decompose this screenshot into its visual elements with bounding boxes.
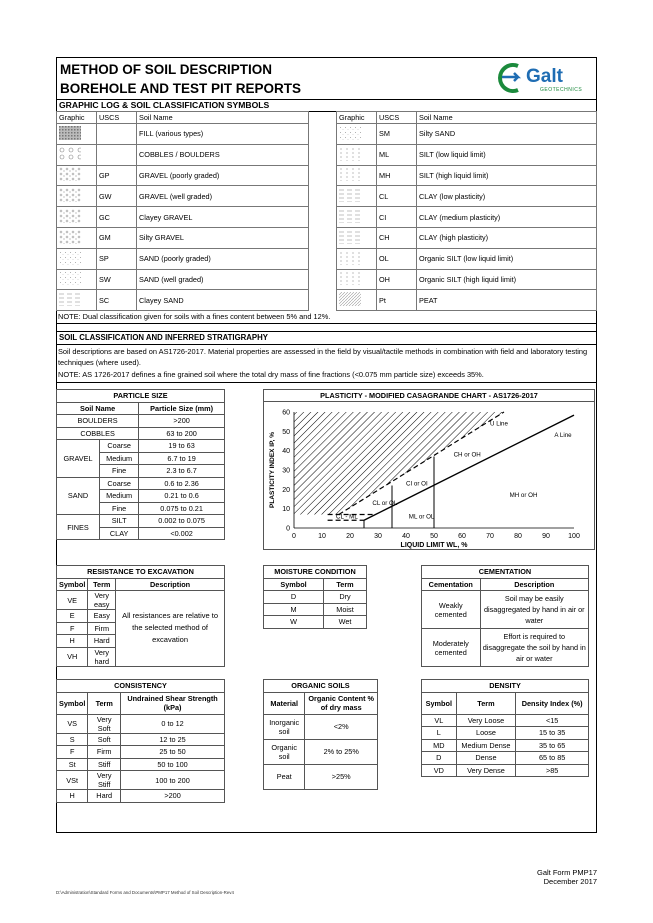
soil-name: CLAY (low plasticity) [417,186,597,207]
plasticity-chart [263,389,595,550]
symbol-row [337,227,597,248]
soil-name: Organic SILT (high liquid limit) [417,269,597,290]
file-path: D:\Administration\Standard Forms and Documents\PMP17 Method of Soil Description-Rev4 [56,890,234,895]
symbol-row [337,269,597,290]
uscs-code: OL [377,248,417,269]
chart-svg [264,402,594,549]
symbol-row [337,124,597,145]
header-graphic: Graphic [57,112,97,124]
uscs-code [97,124,137,145]
header-uscs: USCS [377,112,417,124]
uscs-code: OH [377,269,417,290]
divider [56,331,597,332]
uscs-code: CH [377,227,417,248]
x-tick-label: 80 [514,533,522,540]
divider [56,382,597,383]
organic-soils-table: ORGANIC SOILS Material Organic Content % of dry mass Inorganic soil <2% Organic soil 2% to 25% Peat >25% [263,679,378,790]
symbol-row [57,290,309,311]
zone-label: CL or OL [372,499,398,507]
soil-graphic [57,290,97,311]
zone-label: MH or OH [509,492,538,500]
symbol-row [57,124,309,145]
fine-grained-note: NOTE: AS 1726-2017 defines a fine grained soil where the total dry mass of fine fractions (<0.075 mm particle size) exceeds 35%. [58,370,484,379]
x-tick-label: 40 [402,533,410,540]
uscs-code: GC [97,207,137,228]
zone-label: CI or OI [406,480,428,488]
symbol-row [57,186,309,207]
soil-name: CLAY (high plasticity) [417,227,597,248]
silt-pattern-icon [339,251,361,265]
symbol-row [337,248,597,269]
x-tick-label: 30 [374,533,382,540]
soil-name: PEAT [417,290,597,311]
uscs-code: SP [97,248,137,269]
y-tick-label: 50 [282,428,290,436]
soil-name: Organic SILT (low liquid limit) [417,248,597,269]
galt-logo: Galt GEOTECHNICS [492,60,592,96]
soil-name: Clayey GRAVEL [137,207,309,228]
zone-label: A Line [554,432,572,440]
uscs-code [97,144,137,165]
x-tick-label: 60 [458,533,466,540]
uscs-code: SM [377,124,417,145]
symbol-row [57,248,309,269]
soil-graphic [337,186,377,207]
consistency-table: CONSISTENCY Symbol Term Undrained Shear Strength (kPa) VS Very Soft 0 to 12 S Soft 12 to 25 F Firm 25 to 50 St Stiff 50 to 100 VSt Very Stiff 100 to 200 H Hard >200 [56,679,225,803]
dual-classification-note: NOTE: Dual classification given for soils with a fines content between 5% and 12%. [58,312,331,321]
clay-pattern-icon [339,209,361,223]
y-tick-label: 10 [282,506,290,514]
clay-pattern-icon [339,188,361,202]
gravel-pattern-icon [59,167,81,181]
x-axis-title: LIQUID LIMIT WL, % [400,542,468,549]
soil-graphic [57,207,97,228]
gravel-pattern-icon [59,188,81,202]
soil-graphic [57,165,97,186]
soil-graphic [337,248,377,269]
soil-graphic [337,165,377,186]
density-table: DENSITY Symbol Term Density Index (%) VL Very Loose <15 L Loose 15 to 35 MD Medium Dense 35 to 65 D Dense 65 to 85 VD Very Dense >85 [421,679,589,777]
header-soil-name: Soil Name [137,112,309,124]
silt-pattern-icon [339,271,361,285]
uscs-code: ML [377,144,417,165]
soil-graphic [337,207,377,228]
soil-graphic [57,269,97,290]
symbols-table-left [56,111,309,311]
soil-graphic [337,144,377,165]
symbol-row [57,227,309,248]
header-graphic: Graphic [337,112,377,124]
silt-pattern-icon [339,167,361,181]
soil-name: FILL (various types) [137,124,309,145]
zone-label: ML or OL [408,513,435,521]
soil-name: SILT (low liquid limit) [417,144,597,165]
soil-name: Silty SAND [417,124,597,145]
soil-name: Clayey SAND [137,290,309,311]
symbol-row [57,207,309,228]
symbol-row [57,165,309,186]
chart-title: PLASTICITY - MODIFIED CASAGRANDE CHART - AS1726-2017 [264,390,594,402]
y-tick-label: 20 [282,486,290,494]
x-tick-label: 70 [486,533,494,540]
divider [56,323,597,324]
divider [56,344,597,345]
soil-name: CLAY (medium plasticity) [417,207,597,228]
soil-graphic [57,144,97,165]
page-title: METHOD OF SOIL DESCRIPTION BOREHOLE AND TEST PIT REPORTS [60,62,302,96]
form-id: Galt Form PMP17 December 2017 [536,868,597,886]
zone-label: CL - ML [336,513,358,521]
soil-name: SAND (poorly graded) [137,248,309,269]
zone-label: U Line [490,420,508,428]
sand-pattern-icon [59,251,81,265]
soil-graphic [337,124,377,145]
x-tick-label: 50 [430,533,438,540]
gravel-pattern-icon [59,230,81,244]
symbols-table-right [336,111,597,311]
x-tick-label: 0 [292,533,296,540]
x-tick-label: 20 [346,533,354,540]
gravel-pattern-icon [59,209,81,223]
soil-graphic [57,227,97,248]
uscs-code: Pt [377,290,417,311]
symbol-row [337,207,597,228]
soil-graphic [337,269,377,290]
uscs-code: GM [97,227,137,248]
sand-pattern-icon [339,126,361,140]
y-tick-label: 0 [286,525,290,533]
uscs-code: GP [97,165,137,186]
y-tick-label: 60 [282,409,290,417]
symbols-heading: GRAPHIC LOG & SOIL CLASSIFICATION SYMBOLS [59,100,270,110]
uscs-code: SW [97,269,137,290]
uscs-code: CL [377,186,417,207]
resistance-table: RESISTANCE TO EXCAVATION Symbol Term Description VE Very easy All resistances are relative to the selected method of excavation E Easy F Firm H Hard VH Very hard [56,565,225,667]
soil-graphic [57,124,97,145]
header-soil-name: Soil Name [417,112,597,124]
symbol-row [337,186,597,207]
symbol-row [57,269,309,290]
particle-size-table: PARTICLE SIZE Soil Name Particle Size (mm) BOULDERS >200 COBBLES 63 to 200 GRAVEL Coarse 19 to 63 Medium 6.7 to 19 Fine 2.3 to 6.7 SAND Coarse 0.6 to 2.36 Medium 0.21 to 0.6 Fine 0.075 to 0.21 FINES SILT 0.002 to 0.075 CLAY <0.002 [56,389,225,540]
uscs-code: GW [97,186,137,207]
clay-pattern-icon [339,230,361,244]
soil-name: SAND (well graded) [137,269,309,290]
clay-pattern-icon [59,292,81,306]
soil-name: GRAVEL (poorly graded) [137,165,309,186]
soil-graphic [337,290,377,311]
soil-graphic [57,186,97,207]
hatched-region [294,412,504,514]
x-tick-label: 90 [542,533,550,540]
x-tick-label: 10 [318,533,326,540]
symbol-row [337,144,597,165]
silt-pattern-icon [339,147,361,161]
y-tick-label: 30 [282,467,290,475]
soil-graphic [57,248,97,269]
moisture-table: MOISTURE CONDITION Symbol Term D Dry M Moist W Wet [263,565,367,629]
header-uscs: USCS [97,112,137,124]
symbol-row [57,144,309,165]
peat-pattern-icon [339,292,361,306]
y-tick-label: 40 [282,448,290,456]
symbol-row [337,165,597,186]
sand-pattern-icon [59,271,81,285]
soil-name: GRAVEL (well graded) [137,186,309,207]
soil-name: SILT (high liquid limit) [417,165,597,186]
classification-heading: SOIL CLASSIFICATION AND INFERRED STRATIGRAPHY [59,333,268,342]
classification-text: Soil descriptions are based on AS1726-2017. Material properties are assessed in the field by visual/tactile methods in combination with field and laboratory testing techniques (where used). [58,347,588,367]
fill-pattern-icon [59,126,81,140]
cementation-table: CEMENTATION Cementation Description Weakly cemented Soil may be easily disaggregated by hand in air or water Moderately cemented Effort is required to disaggregate the soil by hand in air or water [421,565,589,667]
uscs-code: CI [377,207,417,228]
y-axis-title: PLASTICITY INDEX IP, % [269,432,276,508]
soil-graphic [337,227,377,248]
zone-label: CH or OH [453,451,481,459]
x-tick-label: 100 [568,533,580,540]
symbol-row [337,290,597,311]
uscs-code: SC [97,290,137,311]
cobbles-pattern-icon [59,147,81,161]
uscs-code: MH [377,165,417,186]
soil-name: Silty GRAVEL [137,227,309,248]
soil-name: COBBLES / BOULDERS [137,144,309,165]
